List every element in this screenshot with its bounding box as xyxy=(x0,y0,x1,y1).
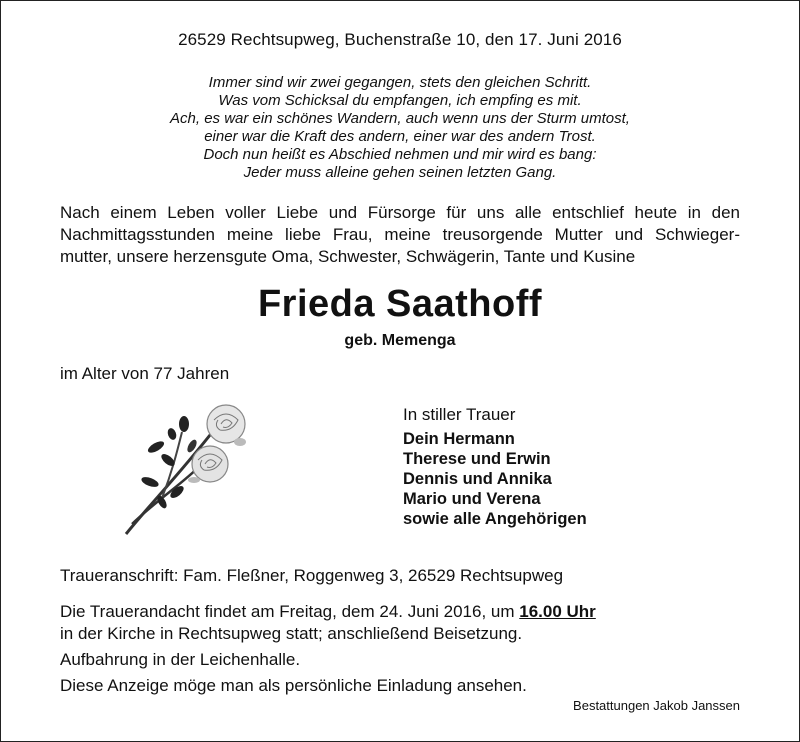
service-date-text: Die Trauerandacht findet am Freitag, dem 24. Juni 2016, um xyxy=(60,602,520,621)
service-line-3: Aufbahrung in der Leichenhalle. xyxy=(60,650,301,669)
undertaker-name: Bestattungen Jakob Janssen xyxy=(573,698,740,713)
service-line-2: in der Kirche in Rechtsupweg statt; anschließend Beisetzung. xyxy=(60,624,523,643)
mourners-list xyxy=(403,429,587,529)
mourner-entry: Mario und Verena xyxy=(403,490,541,508)
mourner-entry: Dein Hermann xyxy=(403,430,515,448)
mourning-heading: In stiller Trauer xyxy=(403,405,516,424)
maiden-name: geb. Memenga xyxy=(344,332,456,349)
service-line-1 xyxy=(60,601,596,623)
poem-line: Immer sind wir zwei gegangen, stets den gleichen Schritt. xyxy=(208,74,592,91)
intro-paragraph xyxy=(60,202,740,268)
intro-line: mutter, unsere herzensgute Oma, Schwester, Schwägerin, Tante und Kusine xyxy=(60,247,636,266)
poem-line: Doch nun heißt es Abschied nehmen und mir wird es bang: xyxy=(203,146,597,163)
mourner-entry: Dennis und Annika xyxy=(403,470,552,488)
rose-illustration-icon xyxy=(122,402,252,538)
age-text: im Alter von 77 Jahren xyxy=(60,364,230,383)
service-time: 16.00 Uhr xyxy=(519,602,596,621)
mourner-entry: sowie alle Angehörigen xyxy=(403,510,587,528)
mourner-entry: Therese und Erwin xyxy=(403,450,551,468)
mourning-address: Traueranschrift: Fam. Fleßner, Roggenweg 3, 26529 Rechtsupweg xyxy=(60,566,564,585)
place-date-line: 26529 Rechtsupweg, Buchenstraße 10, den 17. Juni 2016 xyxy=(178,30,622,49)
service-info xyxy=(60,601,596,697)
mourning-section xyxy=(403,404,587,529)
poem-line: Ach, es war ein schönes Wandern, auch wenn uns der Sturm umtost, xyxy=(170,110,630,127)
intro-line: Nachmittagsstunden meine liebe Frau, meine treusorgende Mutter und Schwieger- xyxy=(60,225,740,244)
poem-line: Jeder muss alleine gehen seinen letzten Gang. xyxy=(243,164,557,181)
service-line-4: Diese Anzeige möge man als persönliche Einladung ansehen. xyxy=(60,676,527,695)
deceased-name: Frieda Saathoff xyxy=(257,283,543,325)
poem-line: einer war die Kraft des andern, einer war des andern Trost. xyxy=(204,128,596,145)
intro-line: Nach einem Leben voller Liebe und Fürsorge für uns alle entschlief heute in den xyxy=(60,203,740,222)
poem xyxy=(0,74,800,182)
poem-line: Was vom Schicksal du empfangen, ich empfing es mit. xyxy=(218,92,582,109)
